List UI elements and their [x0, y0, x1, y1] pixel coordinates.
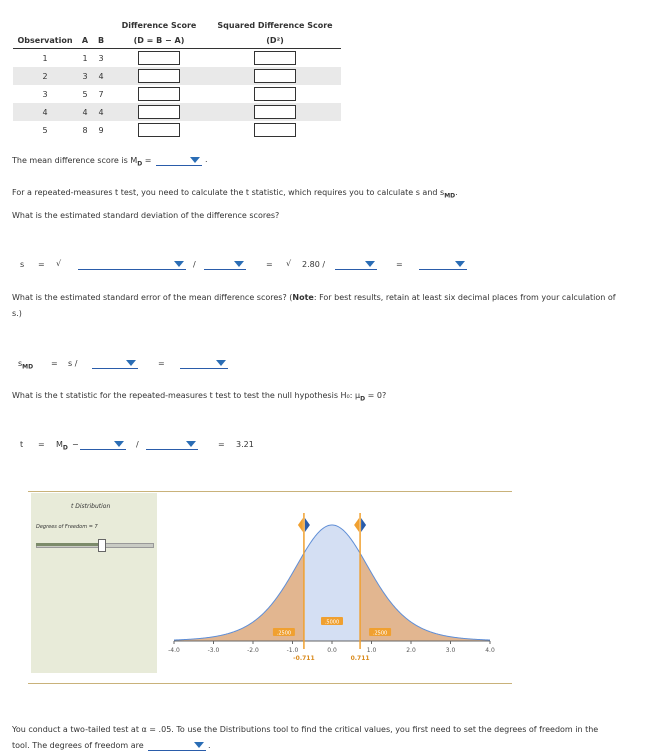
x-tick-label: -2.0 [247, 647, 259, 654]
handle-right-arrow[interactable] [305, 518, 310, 532]
s-denominator-dropdown[interactable] [204, 259, 246, 270]
header-squared-difference: Squared Difference Score [217, 21, 333, 30]
squared-input[interactable] [254, 87, 296, 101]
mean-difference-text: The mean difference score is $M_D$ = [12, 156, 152, 168]
x-ticks [168, 641, 495, 654]
s-result-dropdown[interactable] [419, 259, 467, 270]
x-tick-label: -4.0 [168, 647, 180, 654]
difference-input[interactable] [138, 87, 180, 101]
df-slider-fill [36, 543, 101, 546]
final-question-line2: tool. The degrees of freedom are [12, 741, 144, 750]
s-numerator-dropdown[interactable] [78, 259, 186, 270]
difference-input[interactable] [138, 105, 180, 119]
t-mu-dropdown[interactable] [80, 439, 126, 450]
handle-right-arrow[interactable] [361, 518, 366, 532]
table-row: 5 8 9 [13, 121, 341, 139]
table-row: 3 5 7 [13, 85, 341, 103]
difference-input[interactable] [138, 51, 180, 65]
right-tail-area [360, 553, 490, 641]
left-tail-area [174, 554, 304, 641]
df-answer-dropdown[interactable] [148, 740, 206, 751]
x-tick-label: 2.0 [406, 647, 416, 654]
mean-difference-dropdown[interactable] [156, 155, 202, 166]
table-row: 4 4 4 [13, 103, 341, 121]
repeated-measures-text: For a repeated-measures t test, you need to calculate the t statistic, which requires you to calculate s and $s_{MD}$. [12, 188, 458, 200]
x-tick-label: 4.0 [485, 647, 495, 654]
df-label: Degrees of Freedom = 7 [36, 524, 98, 530]
squared-input[interactable] [254, 69, 296, 83]
smd-denominator-dropdown[interactable] [92, 358, 138, 369]
final-question: You conduct a two-tailed test at α = .05. To use the Distributions tool to find the critical values, you first need to set the degrees of freedom in the [12, 725, 599, 734]
header-b: B [93, 33, 109, 49]
x-tick-label: -3.0 [207, 647, 220, 654]
squared-input[interactable] [254, 51, 296, 65]
difference-input[interactable] [138, 69, 180, 83]
s-value-text: 2.80 / [302, 260, 326, 269]
t-label: t [20, 440, 24, 449]
s-df-dropdown[interactable] [335, 259, 377, 270]
tool-top-border [28, 491, 512, 492]
t-se-dropdown[interactable] [146, 439, 198, 450]
x-tick-label: -1.0 [286, 647, 299, 654]
sqrt-symbol: √ [56, 259, 62, 268]
se-question: What is the estimated standard error of the mean difference scores? (Note: For best results, retain at least six decimal places from your calculation of [12, 293, 616, 302]
formula-difference: (D = B − A) [109, 33, 209, 49]
handle-left-arrow[interactable] [298, 518, 303, 532]
tool-bottom-border [28, 683, 512, 684]
formula-squared: (D²) [209, 33, 341, 49]
md-label: $M_D$ [56, 440, 68, 452]
distribution-control-panel [31, 493, 157, 673]
smd-label: $s_{MD}$ [18, 359, 34, 371]
header-a: A [77, 33, 93, 49]
header-difference-score: Difference Score [121, 21, 197, 30]
x-tick-label: 0.0 [327, 647, 337, 654]
x-tick-label: 3.0 [445, 647, 456, 654]
right-critical-value: 0.711 [350, 655, 370, 662]
left-critical-value: -0.711 [293, 655, 315, 662]
t-distribution-chart [160, 495, 510, 680]
right-area-label: .2500 [372, 630, 388, 637]
table-row: 1 1 3 [13, 49, 341, 68]
squared-input[interactable] [254, 105, 296, 119]
df-slider-handle[interactable] [98, 539, 106, 552]
table-row: 2 3 4 [13, 67, 341, 85]
center-area-label: .5000 [324, 619, 340, 626]
header-observation: Observation [13, 33, 77, 49]
sd-question: What is the estimated standard deviation of the difference scores? [12, 211, 280, 220]
t-value-text: 3.21 [236, 440, 254, 449]
x-tick-label: 1.0 [366, 647, 377, 654]
observation-table [13, 18, 341, 139]
difference-input[interactable] [138, 123, 180, 137]
t-question: What is the t statistic for the repeated-measures t test to test the null hypothesis H₀: $\mu_D = 0$? [12, 391, 387, 403]
tool-title: t Distribution [71, 503, 111, 510]
squared-input[interactable] [254, 123, 296, 137]
left-area-label: .2500 [276, 630, 292, 637]
smd-result-dropdown[interactable] [180, 358, 228, 369]
handle-left-arrow[interactable] [354, 518, 359, 532]
s-label: s [20, 260, 25, 269]
